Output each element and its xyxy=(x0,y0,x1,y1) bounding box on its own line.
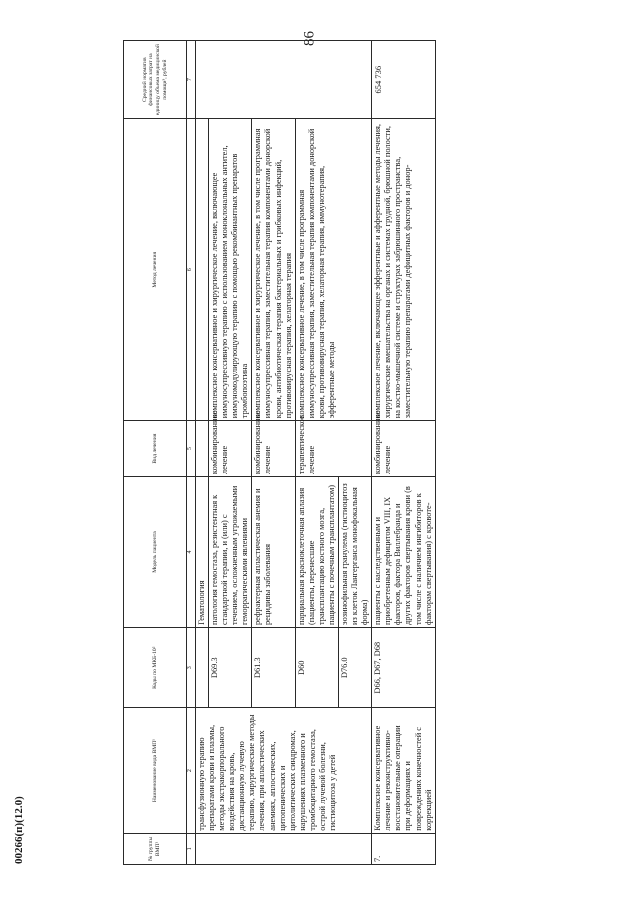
treatment-type-cell xyxy=(196,421,209,477)
treatment-type-cell: комбинированное лечение xyxy=(372,421,435,477)
icd-cell: D69.3 xyxy=(209,628,252,708)
vmp-name-cell: Комплексное консервативное лечение и реконструктивно-восстановительные операции при деформациях и повреждениях конечностей с коррекцией xyxy=(372,708,435,833)
table-row xyxy=(196,41,209,865)
patient-model-cell: пациенты с наследственным и приобретенным дефицитом VIII, IX факторов, фактора Виллебранда и других факторов свертывания крови (в том числе с наличием ингибиторов к факторам свертывания) с кровоте- xyxy=(372,477,435,628)
rotated-table-wrapper xyxy=(123,40,608,865)
document-code: 00266(п)(12.0) xyxy=(13,796,25,864)
treatment-method-cell: комплексное консервативное лечение, в том числе программная иммуносупрессивная терапия, заместительная терапия компонентами донорской крови, противовирусная терапия, хелаторная терапия, иммунотерапия, эфферентные методы xyxy=(295,119,372,421)
header-row xyxy=(124,41,187,865)
header-icd-codes: Коды по МКБ-10² xyxy=(124,628,187,708)
header-group-number: № группы ВМП¹ xyxy=(124,833,187,864)
table-row xyxy=(372,41,435,865)
header-average-cost: Средний норматив финансовых затрат на единицу объема медицинской помощи³, рублей xyxy=(124,41,187,119)
icd-cell: D61.3 xyxy=(252,628,295,708)
header-treatment-type: Вид лечения xyxy=(124,421,187,477)
vmp-name-cell: трансфузионную терапию препаратами крови и плазмы, методы экстракорпорального воздействия на кровь, дистанционную лучевую терапию, хирургические методы лечения, при апластических анемиях, аплостических, цитопенических и цитолитических синдромах, нарушениях плазменного и тромбоцитарного гемостаза, острой лучевой болезни, гистиоцитоза у детей xyxy=(196,708,372,833)
section-title: Гематология xyxy=(196,477,209,628)
page-number: 86 xyxy=(301,31,318,46)
group-number-cell: 7. xyxy=(372,833,435,864)
treatment-type-cell: комбинированное лечение xyxy=(209,421,252,477)
header-treatment-method: Метод лечения xyxy=(124,119,187,421)
col-number: 6 xyxy=(187,119,196,421)
icd-cell: D76.0 xyxy=(339,628,372,708)
patient-model-cell: патология гемостаза, резистентная к стандартной терапии, и (или) с течением, осложненным угрожаемыми геморрагическими явлениями xyxy=(209,477,252,628)
rotated-sheet xyxy=(115,28,615,878)
icd-cell xyxy=(196,628,209,708)
vmp-table xyxy=(123,40,436,865)
col-number: 1 xyxy=(187,833,196,864)
treatment-type-cell: комбинированное лечение xyxy=(252,421,295,477)
col-number: 7 xyxy=(187,41,196,119)
patient-model-cell: эозинофильная гранулема (гистиоцитоз из клеток Лангерганса монофокальная форма) xyxy=(339,477,372,628)
col-number: 4 xyxy=(187,477,196,628)
patient-model-cell: парциальная красноклеточная аплазия (пациенты, перенесшие трансплантацию костного мозга, пациенты с почечным трансплантатом) xyxy=(295,477,338,628)
treatment-type-cell: терапевтическое лечение xyxy=(295,421,372,477)
patient-model-cell: рефрактерная апластическая анемия и рецидивы заболевания xyxy=(252,477,295,628)
col-number: 5 xyxy=(187,421,196,477)
treatment-method-cell: комплексное консервативное и хирургическое лечение, включающее иммуносупрессивную терапию с использованием моноклональных антител, иммуномодулирующую терапию с помощью рекомбинантных препаратов тромбопоэтина xyxy=(209,119,252,421)
icd-cell: D60 xyxy=(295,628,338,708)
cost-cell xyxy=(196,41,372,119)
col-number: 2 xyxy=(187,708,196,833)
col-number: 3 xyxy=(187,628,196,708)
treatment-method-cell: комплексное консервативное и хирургическое лечение, в том числе программная иммуносупрессивная терапия, заместительная терапия компонентами донорской крови, антибиотическая терапия бактериальных и грибковых инфекций, противовирусная терапия, хелаторная терапия xyxy=(252,119,295,421)
header-patient-model: Модель пациента xyxy=(124,477,187,628)
group-number-cell xyxy=(196,833,372,864)
treatment-method-cell: комплексное лечение, включающее эфферентные и афферентные методы лечения, хирургические вмешательства на органах и системах грудной, брюшной полости, на костно-мышечной системе и структурах забрюшинного пространства, заместительную терапию препаратами дефицитных факторов и донор- xyxy=(372,119,435,421)
treatment-method-cell xyxy=(196,119,209,421)
icd-cell: D66, D67, D68 xyxy=(372,628,435,708)
cost-cell: 654 736 xyxy=(372,41,435,119)
header-vmp-name: Наименование вида ВМП¹ xyxy=(124,708,187,833)
column-number-row xyxy=(187,41,196,865)
